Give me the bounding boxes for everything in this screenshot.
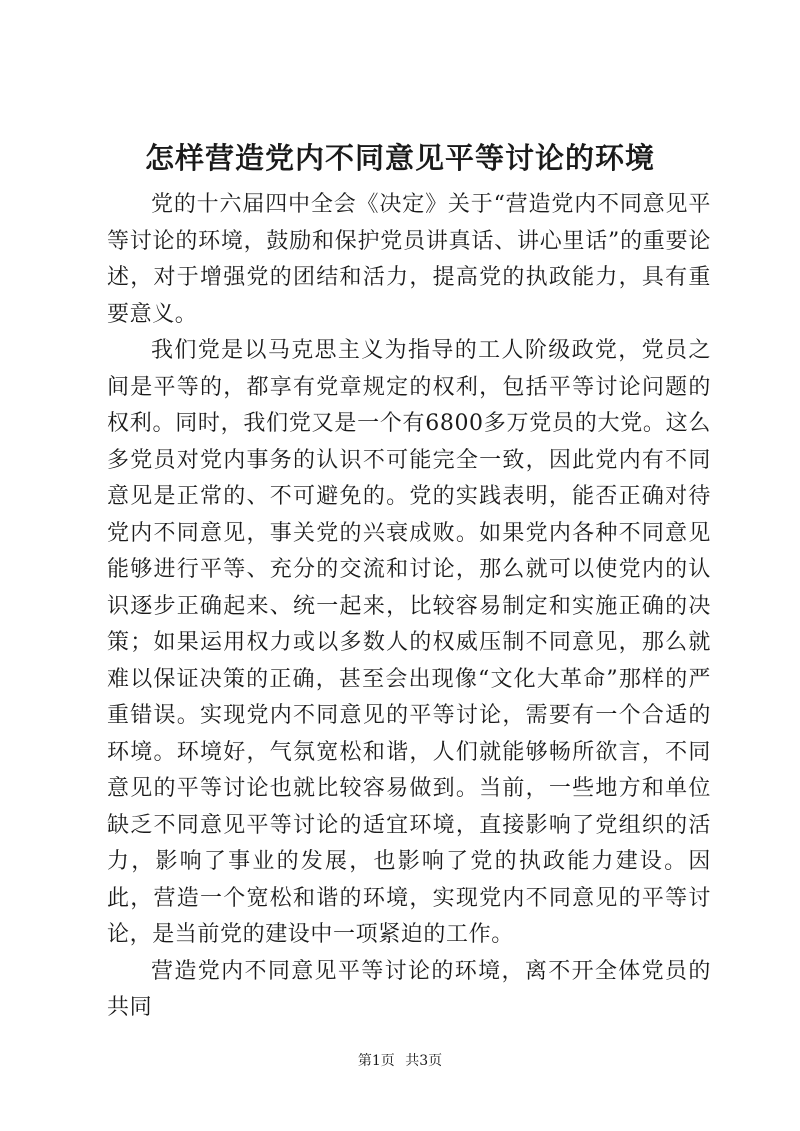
document-body xyxy=(107,187,711,1027)
paragraph-1: 党的十六届四中全会《决定》关于“营造党内不同意见平等讨论的环境，鼓励和保护党员讲真话、讲心里话”的重要论述，对于增强党的团结和活力，提高党的执政能力，具有重要意义。 xyxy=(107,192,711,327)
paragraph-2: 我们党是以马克思主义为指导的工人阶级政党，党员之间是平等的，都享有党章规定的权利，包括平等讨论问题的权利。同时，我们党又是一个有6800多万党员的大党。这么多党员对党内事务的认识不可能完全一致，因此党内有不同意见是正常的、不可避免的。党的实践表明，能否正确对待党内不同意见，事关党的兴衰成败。如果党内各种不同意见能够进行平等、充分的交流和讨论，那么就可以使党内的认识逐步正确起来、统一起来，比较容易制定和实施正确的决策；如果运用权力或以多数人的权威压制不同意见，那么就难以保证决策的正确，甚至会出现像“文化大革命”那样的严重错误。实现党内不同意见的平等讨论，需要有一个合适的环境。环境好，气氛宽松和谐，人们就能够畅所欲言，不同意见的平等讨论也就比较容易做到。当前，一些地方和单位缺乏不同意见平等讨论的适宜环境，直接影响了党组织的活力，影响了事业的发展，也影响了党的执政能力建设。因此，营造一个宽松和谐的环境，实现党内不同意见的平等讨论，是当前党的建设中一项紧迫的工作。 xyxy=(107,338,711,947)
page-total: 共3页 xyxy=(405,1053,443,1069)
page-title: 怎样营造党内不同意见平等讨论的环境 xyxy=(144,141,655,175)
page-footer xyxy=(0,1052,800,1070)
page-number: 第1页 xyxy=(357,1053,395,1069)
paragraph-3: 营造党内不同意见平等讨论的环境，离不开全体党员的共同 xyxy=(107,958,711,1020)
